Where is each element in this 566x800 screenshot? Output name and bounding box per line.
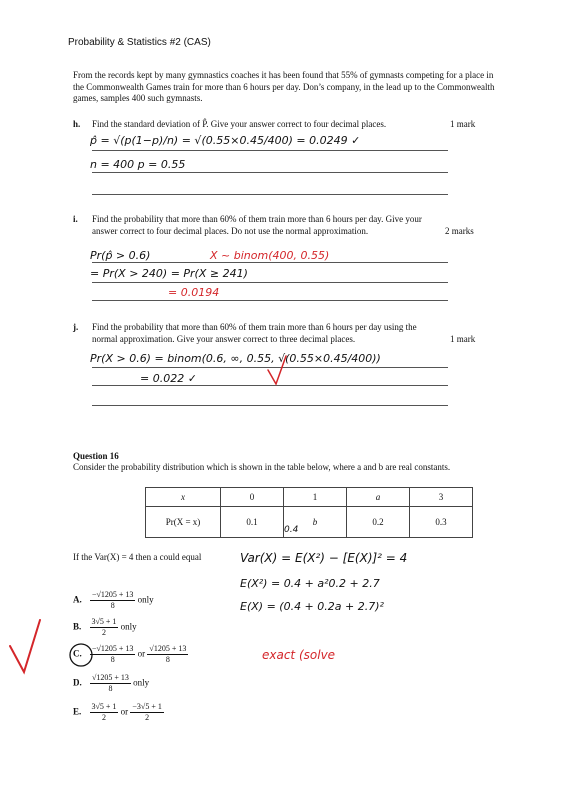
q16-working-line2: E(X²) = 0.4 + a²0.2 + 2.7: [240, 577, 380, 590]
question-i-label: i.: [73, 214, 78, 224]
question-j-text: Find the probability that more than 60% of them train more than 6 hours per day using the normal approximation. Give your answer correct to three decimal places.: [92, 322, 417, 344]
red-tick-mark: [268, 356, 286, 384]
table-cell: 0: [221, 488, 284, 507]
page-header: Probability & Statistics #2 (CAS): [68, 37, 211, 48]
question-i-working-line1: Pr(p̂ > 0.6): [90, 249, 151, 262]
q16-working-line3: E(X) = (0.4 + 0.2a + 2.7)²: [240, 600, 384, 613]
table-cell: x: [146, 488, 221, 507]
question-i-working-line4: = 0.0194: [168, 286, 220, 299]
answer-circle-c: [70, 644, 92, 666]
question-j-label: j.: [73, 322, 79, 332]
question-16-title: Question 16: [73, 451, 119, 461]
question-h-marks: 1 mark: [450, 119, 476, 129]
table-cell: b: [284, 507, 347, 538]
question-16-text: Consider the probability distribution which is shown in the table below, where a and b are real constants.: [73, 462, 451, 472]
question-h-working-line1: p̂ = √(p(1−p)/n) = √(0.55×0.45/400) = 0.0249 ✓: [90, 134, 361, 147]
option-e: E. $\frac{3√5 + 1}{2}$ or $\frac{-3√5 + 1}{2}$: [73, 702, 162, 722]
q16-working-line4: exact (solve: [262, 648, 336, 662]
question-i-working-line2: X ~ binom(400, 0.55): [210, 249, 330, 262]
question-j-marks: 1 mark: [450, 334, 476, 344]
table-handwritten-annotation: 0.4: [284, 525, 299, 535]
question-i-text: Find the probability that more than 60% of them train more than 6 hours per day. Give your answer correct to four decimal places. Do not use the normal approximation.: [92, 214, 422, 236]
question-h-label: h.: [73, 119, 81, 129]
table-cell: 1: [284, 488, 347, 507]
question-j-working-line1: Pr(X > 0.6) = binom(0.6, ∞, 0.55, √(0.55×0.45/400)): [90, 352, 381, 365]
question-h-text: Find the standard deviation of P̂. Give your answer correct to four decimal places.: [92, 119, 387, 129]
table-cell: a: [347, 488, 410, 507]
table-cell: 0.3: [410, 507, 473, 538]
question-j-working-line2: = 0.022 ✓: [140, 372, 197, 385]
table-cell: 0.2: [347, 507, 410, 538]
table-cell: Pr(X = x): [146, 507, 221, 538]
question-16-prompt: If the Var(X) = 4 then a could equal: [73, 552, 202, 562]
question-i-working-line3: = Pr(X > 240) = Pr(X ≥ 241): [90, 267, 248, 280]
option-d: D. $\frac{√1205 + 13}{8}$ only: [73, 673, 150, 693]
red-tick-mark: [10, 620, 40, 672]
question-i-marks: 2 marks: [445, 226, 474, 236]
question-h-working-line2: n = 400 p = 0.55: [90, 158, 186, 171]
q16-working-line1: Var(X) = E(X²) − [E(X)]² = 4: [240, 551, 408, 565]
table-cell: 3: [410, 488, 473, 507]
option-a: A. $\frac{-√1205 + 13}{8}$ only: [73, 590, 154, 610]
option-c: C. $\frac{-√1205 + 13}{8}$ or $\frac{√1205 + 13}{8}$: [73, 644, 187, 664]
intro-paragraph: From the records kept by many gymnastics coaches it has been found that 55% of gymnasts competing for a place in the Commonwealth Games train for more than 6 hours per day. Don’s company, in the lead up to the Commonwealth games, samples 400 such gymnasts.: [73, 70, 495, 103]
option-b: B. $\frac{3√5 + 1}{2}$ only: [73, 617, 137, 637]
table-cell: 0.1: [221, 507, 284, 538]
